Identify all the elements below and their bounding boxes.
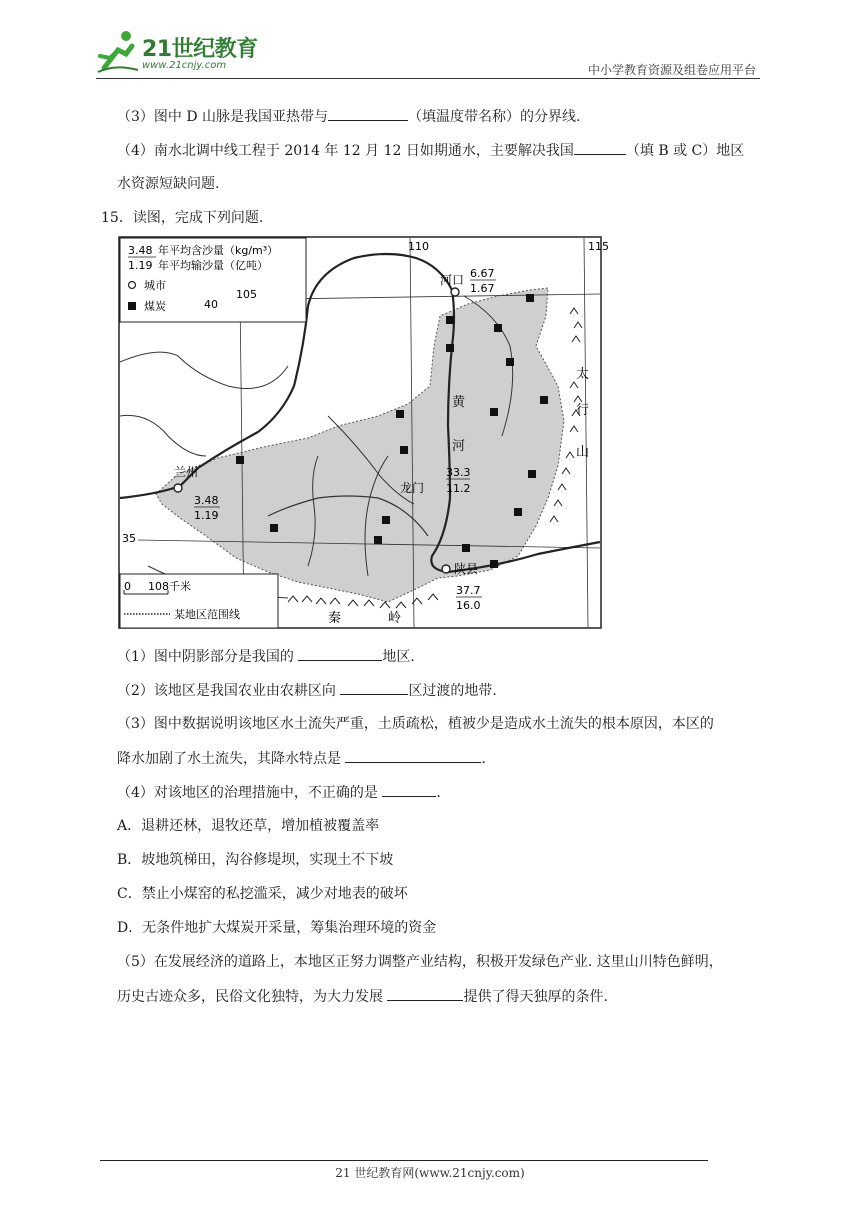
- legend-num: 3.48: [128, 244, 153, 257]
- coal-marker-icon: [400, 446, 408, 454]
- q15-p1-text-a: （1）图中阴影部分是我国的: [117, 649, 294, 665]
- q15-part3-cont: [117, 748, 486, 769]
- lanzhou-den: 1.19: [194, 509, 219, 522]
- coal-marker-icon: [396, 410, 404, 418]
- footer-rule: [100, 1160, 708, 1161]
- scale-value: 108千米: [148, 580, 191, 593]
- lat-35-label: 35: [122, 532, 136, 545]
- coal-marker-icon: [506, 358, 514, 366]
- coal-legend-icon: [128, 302, 136, 310]
- city-shanxian-icon: [442, 565, 450, 573]
- scale-zero: 0: [124, 580, 131, 593]
- answer-blank[interactable]: [382, 782, 436, 797]
- coal-marker-icon: [236, 456, 244, 464]
- logo-domain: www.21cnjy.com: [142, 60, 227, 71]
- q15-option-b: B．坡地筑梯田，沟谷修堤坝，实现土不下坡: [117, 852, 394, 868]
- q15-part5-cont: [117, 986, 608, 1007]
- loess-plateau-map: [118, 236, 609, 629]
- q15-p4-text-b: .: [436, 785, 441, 801]
- q15-option-c: C．禁止小煤窑的私挖滥采，减少对地表的破坏: [117, 886, 408, 902]
- answer-blank[interactable]: [340, 680, 408, 695]
- q15-p4-text-a: （4）对该地区的治理措施中，不正确的是: [117, 785, 378, 801]
- lon-115-label: 115: [588, 240, 609, 253]
- answer-blank[interactable]: [387, 986, 463, 1001]
- mt-qin-label: 秦: [328, 611, 342, 626]
- lat-40-label: 40: [204, 298, 218, 311]
- legend-den-label: 年平均输沙量（亿吨）: [158, 259, 268, 272]
- q15-p1-text-b: 地区.: [382, 649, 415, 665]
- q15-stem: 15．读图，完成下列问题.: [101, 210, 264, 226]
- legend-city: 城市: [144, 279, 166, 292]
- city-legend-icon: [129, 282, 136, 289]
- page-footer: 21 世纪教育网(www.21cnjy.com): [335, 1166, 525, 1180]
- mt-hang-label: 行: [576, 403, 590, 418]
- q15-part4: [117, 782, 441, 803]
- site-logo: [96, 28, 266, 78]
- boundary-label: 某地区范围线: [174, 608, 240, 621]
- legend-den: 1.19: [128, 259, 153, 272]
- mt-ling-label: 岭: [388, 611, 402, 626]
- river-huang-label: 黄: [452, 395, 466, 410]
- answer-blank[interactable]: [328, 106, 408, 121]
- coal-marker-icon: [446, 344, 454, 352]
- q15-option-a: A．退耕还林，退牧还草，增加植被覆盖率: [117, 818, 380, 834]
- q14-part4-cont: 水资源短缺问题.: [117, 176, 220, 192]
- q14-p3-text-b: （填温度带名称）的分界线.: [408, 109, 581, 125]
- city-lanzhou-label: 兰州: [174, 465, 199, 479]
- answer-blank[interactable]: [574, 140, 626, 155]
- runner-logo-icon: [96, 28, 140, 74]
- q15-part3: （3）图中数据说明该地区水土流失严重，土质疏松，植被少是造成水土流失的根本原因，本区的: [117, 716, 714, 732]
- coal-marker-icon: [494, 324, 502, 332]
- hekou-num: 6.67: [470, 267, 495, 280]
- q14-p4-text-b: （填 B 或 C）地区: [625, 143, 745, 159]
- q15-p3-text-c: .: [481, 751, 486, 767]
- q14-p4-text-a: （4）南水北调中线工程于 2014 年 12 月 12 日如期通水，主要解决我国: [117, 143, 574, 159]
- answer-blank[interactable]: [298, 646, 382, 661]
- q14-part4: [117, 140, 744, 161]
- lon-105-label: 105: [236, 288, 257, 301]
- city-hekou-label: 河口: [440, 273, 465, 287]
- logo-brand: 21世纪教育: [142, 37, 258, 62]
- shanxian-num: 37.7: [456, 584, 481, 597]
- city-shanxian-label: 陕县: [454, 562, 479, 576]
- coal-marker-icon: [270, 524, 278, 532]
- lanzhou-num: 3.48: [194, 494, 219, 507]
- coal-marker-icon: [374, 536, 382, 544]
- legend-num-label: 年平均含沙量（kg/m³）: [158, 244, 279, 257]
- coal-marker-icon: [540, 396, 548, 404]
- mt-tai-label: 太: [576, 367, 590, 382]
- q15-option-d: D．无条件地扩大煤炭开采量，筹集治理环境的资金: [117, 920, 437, 936]
- coal-marker-icon: [462, 544, 470, 552]
- q15-part1: [117, 646, 415, 667]
- mt-shan-label: 山: [576, 445, 590, 460]
- platform-title: 中小学教育资源及组卷应用平台: [587, 63, 756, 77]
- coal-marker-icon: [514, 508, 522, 516]
- river-he-label: 河: [452, 439, 466, 454]
- q15-part5: （5）在发展经济的道路上，本地区正努力调整产业结构，积极开发绿色产业. 这里山川特色鲜明，: [117, 954, 723, 970]
- longmen-num: 33.3: [446, 466, 471, 479]
- lon-110-label: 110: [408, 240, 429, 253]
- hekou-den: 1.67: [470, 282, 495, 295]
- longmen-den: 11.2: [446, 482, 471, 495]
- coal-marker-icon: [490, 408, 498, 416]
- page-header: [96, 28, 760, 80]
- header-rule: [96, 78, 760, 79]
- q14-part3: [117, 106, 581, 127]
- legend-coal: 煤炭: [144, 300, 166, 313]
- city-hekou-icon: [451, 288, 459, 296]
- q15-p2-text-b: 区过渡的地带.: [408, 683, 497, 699]
- q15-p5-text-b: 历史古迹众多，民俗文化独特，为大力发展: [117, 989, 383, 1005]
- coal-marker-icon: [526, 294, 534, 302]
- q15-p5-text-c: 提供了得天独厚的条件.: [463, 989, 608, 1005]
- coal-marker-icon: [528, 470, 536, 478]
- coal-marker-icon: [490, 560, 498, 568]
- city-lanzhou-icon: [174, 484, 182, 492]
- q15-part2: [117, 680, 497, 701]
- city-longmen-label: 龙门: [400, 481, 425, 495]
- q15-p2-text-a: （2）该地区是我国农业由农耕区向: [117, 683, 336, 699]
- q15-p3-text-b: 降水加剧了水土流失，其降水特点是: [117, 751, 341, 767]
- coal-marker-icon: [446, 316, 454, 324]
- q14-p3-text-a: （3）图中 D 山脉是我国亚热带与: [117, 109, 329, 125]
- shanxian-den: 16.0: [456, 599, 481, 612]
- answer-blank[interactable]: [345, 748, 481, 763]
- coal-marker-icon: [382, 516, 390, 524]
